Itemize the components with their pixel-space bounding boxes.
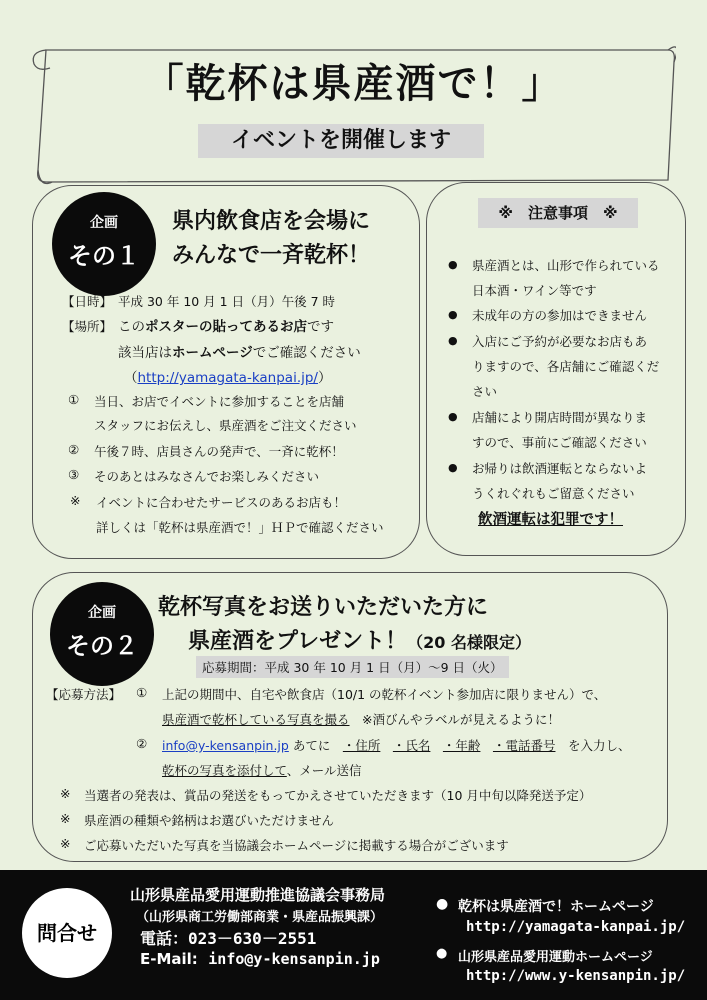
step-note-mark: ※ (70, 493, 81, 508)
plan2-heading-1: 乾杯写真をお送りいただいた方に (158, 595, 489, 620)
notice-item-4: 店舗により開店時間が異なりま (472, 410, 648, 425)
method-1-line1: 上記の期間中、自宅や飲食店（10/1 の乾杯イベント参加店に限りません）で、 (162, 687, 607, 702)
hp2-url[interactable]: http://www.y-kensanpin.jp/ (466, 968, 686, 984)
notice-item-3-cont2: さい (472, 384, 498, 399)
place-text: このポスターの貼ってあるお店です (118, 319, 334, 335)
kanpai-url: （http://yamagata-kanpai.jp/） (124, 370, 332, 386)
method-2-num: ② (136, 736, 148, 751)
method-2-line2: 乾杯の写真を添付して、メール送信 (162, 763, 362, 778)
email-link[interactable]: info@y-kensanpin.jp (162, 738, 289, 753)
plan2-heading-2-row (188, 624, 531, 655)
phone-number: 023－630－2551 (188, 929, 317, 948)
notice-item-5-cont: うくれぐれもご留意ください (472, 486, 635, 501)
step-3-num: ③ (68, 467, 80, 482)
phone-row: 電話：023－630－2551 (140, 929, 317, 948)
notice-title: ※ 注意事項 ※ (478, 198, 638, 228)
plan1-heading-1: 県内飲食店を会場に (172, 209, 371, 234)
method-label: 【応募方法】 (46, 687, 122, 702)
org-dept: （山形県商工労働部商業・県産品振興課） (136, 910, 384, 925)
step-2-text: 午後７時、店員さんの発声で、一斉に乾杯！ (94, 444, 344, 459)
plan2-heading-limit: （20 名様限定） (407, 633, 531, 652)
place-label: 【場所】 (62, 319, 113, 334)
method-1-num: ① (136, 685, 148, 700)
note-mark: ※ (60, 786, 71, 801)
plan1-heading-2: みんなで一斉乾杯！ (172, 243, 371, 268)
plan1-badge (52, 192, 156, 296)
notice-item-1: 県産酒とは、山形で作られている (472, 258, 660, 273)
hp2-label: 山形県産品愛用運動ホームページ (458, 950, 653, 965)
step-1-num: ① (68, 392, 80, 407)
step-3-text: そのあとはみなさんでお楽しみください (94, 469, 320, 484)
notice-item-4-cont: すので、事前にご確認ください (472, 435, 647, 450)
mail-row: E-Mail: info@y-kensanpin.jp (140, 950, 380, 968)
inquiry-badge: 問合せ (22, 888, 112, 978)
step-1-text-cont: スタッフにお伝えし、県産酒をご注文ください (94, 418, 357, 433)
plan1-badge-bottom: その１ (68, 242, 140, 270)
event-subtitle: イベントを開催します (198, 124, 484, 158)
date-label: 【日時】 (62, 294, 113, 309)
method-1-line2: 県産酒で乾杯している写真を撮る ※酒びんやラベルが見えるように！ (162, 712, 561, 727)
notice-item-1-cont: 日本酒・ワイン等です (472, 283, 597, 298)
bullet-icon: ● (436, 896, 449, 912)
note-mark: ※ (60, 811, 71, 826)
note-mark: ※ (60, 836, 71, 851)
notice-item-3: 入店にご予約が必要なお店もあ (472, 334, 648, 349)
notice-item-2: 未成年の方の参加はできません (472, 308, 648, 323)
application-period: 応募期間：平成 30 年 10 月 1 日（月）～9 日（火） (196, 656, 509, 678)
mail-address[interactable]: info@y-kensanpin.jp (208, 950, 380, 968)
plan1-badge-top: 企画 (90, 215, 118, 231)
step-note-text: イベントに合わせたサービスのあるお店も！ (96, 495, 347, 510)
bullet-icon: ● (436, 946, 448, 961)
plan2-badge-bottom: その２ (66, 632, 138, 660)
plan2-badge-top: 企画 (88, 605, 116, 621)
plan2-note-3: ご応募いただいた写真を当協議会ホームページに掲載する場合がございます (84, 838, 509, 853)
bullet-icon: ● (448, 308, 458, 321)
page-title: 「乾杯は県産酒で！」 (143, 61, 564, 107)
kanpai-url-link[interactable]: http://yamagata-kanpai.jp/ (137, 370, 318, 386)
plan2-note-2: 県産酒の種類や銘柄はお選びいただけません (84, 813, 335, 828)
bullet-icon: ● (448, 258, 458, 271)
hp1-label: 乾杯は県産酒で！ホームページ (458, 899, 654, 915)
org-name: 山形県産品愛用運動推進協議会事務局 (130, 886, 386, 904)
hp1-url[interactable]: http://yamagata-kanpai.jp/ (466, 919, 686, 935)
plan2-heading-2: 県産酒をプレゼント！ (188, 629, 408, 654)
notice-item-5: お帰りは飲酒運転とならないよ (472, 461, 648, 476)
step-2-num: ② (68, 442, 80, 457)
step-note-text-cont: 詳しくは「乾杯は県産酒で！」ＨＰで確認ください (96, 520, 384, 535)
bullet-icon: ● (448, 461, 458, 474)
date-value: 平成 30 年 10 月 1 日（月）午後 7 時 (118, 294, 336, 309)
plan2-note-1: 当選者の発表は、賞品の発送をもってかえさせていただきます（10 月中旬以降発送予定） (84, 788, 592, 803)
bullet-icon: ● (448, 334, 458, 347)
confirm-text: 該当店はホームページでご確認ください (118, 345, 361, 361)
plan2-badge (50, 582, 154, 686)
step-1-text: 当日、お店でイベントに参加することを店舗 (94, 394, 345, 409)
notice-item-3-cont: りますので、各店舗にご確認くだ (472, 359, 660, 374)
bullet-icon: ● (448, 410, 458, 423)
drunk-driving-warning: 飲酒運転は犯罪です！ (478, 512, 623, 528)
method-2-line1: info@y-kensanpin.jp あてに ・住所 ・氏名 ・年齢 ・電話番号 を入力し、 (162, 738, 631, 753)
